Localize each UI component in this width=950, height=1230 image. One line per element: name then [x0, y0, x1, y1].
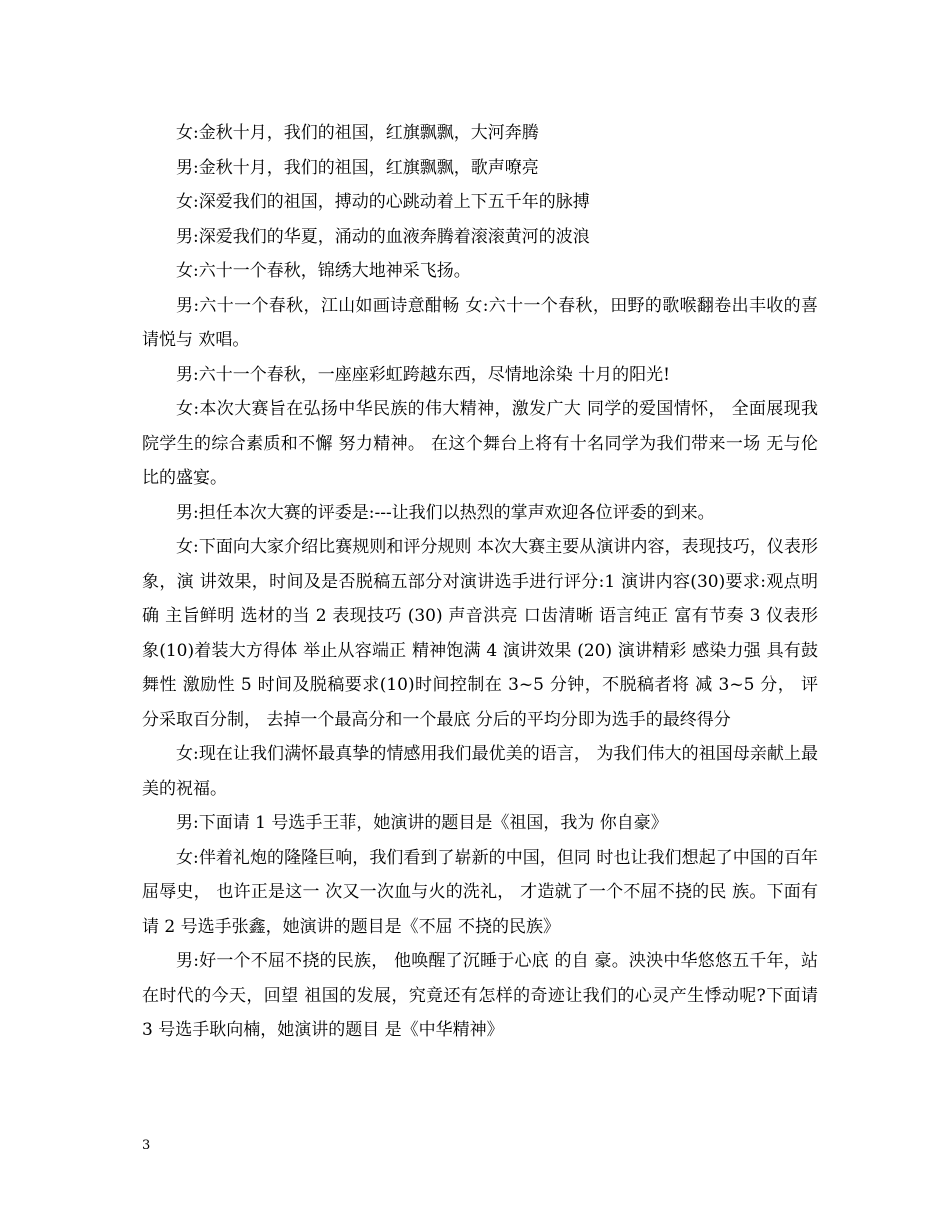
paragraph-10: 女:下面向大家介绍比赛规则和评分规则 本次大赛主要从演讲内容，表现技巧，仪表形象，演 讲效果，时间及是否脱稿五部分对演讲选手进行评分:1 演讲内容(30)要求:观点明确 主旨鲜明 选材的当 2 表现技巧 (30) 声音洪亮 口齿清晰 语言纯正 富有节奏 3 仪表形象(10)着装大方得体 举止从容端正 精神饱满 4 演讲效果 (20) 演讲精彩 感染力强 具有鼓舞性 激励性 5 时间及脱稿要求(10)时间控制在 3~5 分钟，不脱稿者将 减 3~5 分， 评分采取百分制， 去掉一个最高分和一个最底 分后的平均分即为选手的最终得分 [142, 537, 818, 730]
page-number: 3 [142, 1138, 151, 1153]
paragraph-6: 男:六十一个春秋，江山如画诗意酣畅 女:六十一个春秋，田野的歌喉翻卷出丰收的喜请悦与 欢唱。 [142, 295, 818, 350]
paragraph-7: 男:六十一个春秋，一座座彩虹跨越东西，尽情地涂染 十月的阳光! [176, 364, 670, 385]
paragraph-8: 女:本次大赛旨在弘扬中华民族的伟大精神，激发广大 同学的爱国情怀， 全面展现我院学生的综合素质和不懈 努力精神。 在这个舞台上将有十名同学为我们带来一场 无与伦比的盛宴。 [142, 399, 818, 488]
paragraph-4: 男:深爱我们的华夏，涌动的血液奔腾着滚滚黄河的波浪 [176, 226, 590, 247]
paragraph-11: 女:现在让我们满怀最真挚的情感用我们最优美的语言， 为我们伟大的祖国母亲献上最美的祝福。 [142, 744, 818, 799]
paragraph-14: 男:好一个不屈不挠的民族， 他唤醒了沉睡于心底 的自 豪。泱泱中华悠悠五千年，站在时代的今天，回望 祖国的发展，究竟还有怎样的奇迹让我们的心灵产生悸动呢?下面请 3 号选手耿向楠，她演讲的题目 是《中华精神》 [142, 951, 818, 1040]
paragraph-3: 女:深爱我们的祖国，搏动的心跳动着上下五千年的脉搏 [176, 192, 590, 212]
paragraph-9: 男:担任本次大赛的评委是:---让我们以热烈的掌声欢迎各位评委的到来。 [176, 502, 715, 523]
document-body [142, 116, 818, 1048]
paragraph-5: 女:六十一个春秋，锦绣大地神采飞扬。 [176, 261, 471, 281]
paragraph-2: 男:金秋十月，我们的祖国，红旗飘飘，歌声嘹亮 [176, 157, 539, 178]
paragraph-12: 男:下面请 1 号选手王菲，她演讲的题目是《祖国，我为 你自豪》 [176, 813, 668, 833]
paragraph-13: 女:伴着礼炮的隆隆巨响，我们看到了崭新的中国，但同 时也让我们想起了中国的百年屈辱史， 也许正是这一 次又一次血与火的洗礼， 才造就了一个不屈不挠的民 族。下面有请 2 号选手张鑫，她演讲的题目是《不屈 不挠的民族》 [142, 847, 818, 937]
paragraph-1: 女:金秋十月，我们的祖国，红旗飘飘，大河奔腾 [176, 123, 539, 143]
